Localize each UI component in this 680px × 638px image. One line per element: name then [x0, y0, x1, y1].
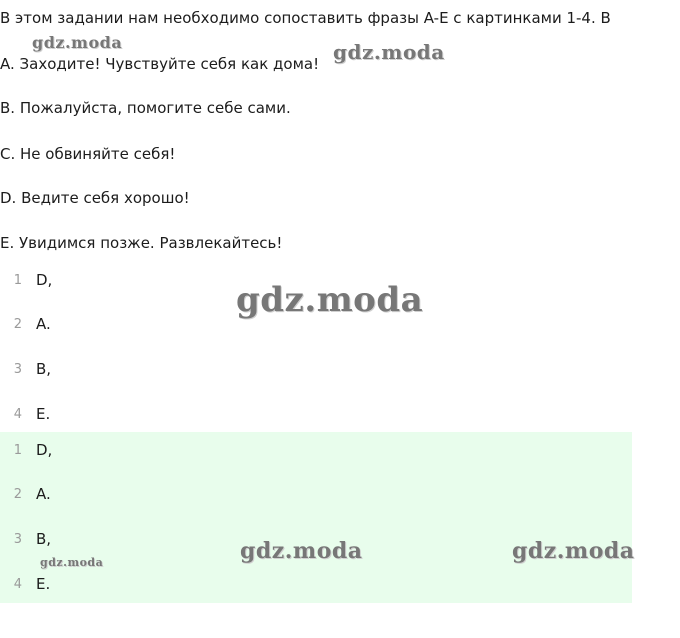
answer-row [0, 268, 52, 292]
answer-row [0, 357, 51, 381]
answer-row [0, 402, 50, 426]
answer-row [0, 482, 51, 506]
answer-value: D, [36, 441, 53, 459]
answer-row [0, 527, 51, 551]
watermark: gdz.moda [40, 556, 104, 569]
answer-value: B, [36, 360, 52, 378]
phrase-b: B. Пожалуйста, помогите себе сами. [0, 99, 291, 117]
answer-value: D, [36, 271, 53, 289]
answer-value: B, [36, 530, 52, 548]
phrase-c: C. Не обвиняйте себя! [0, 145, 176, 163]
line-number: 1 [13, 272, 22, 288]
answer-value: E. [36, 405, 51, 423]
answer-row [0, 312, 51, 336]
phrase-d: D. Ведите себя хорошо! [0, 189, 190, 207]
phrase-e: E. Увидимся позже. Развлекайтесь! [0, 234, 283, 252]
watermark: gdz.moda [32, 33, 123, 52]
line-number: 3 [13, 361, 22, 377]
line-number: 4 [13, 576, 22, 592]
line-number: 1 [13, 442, 22, 458]
answer-value: E. [36, 575, 51, 593]
answer-row [0, 438, 52, 462]
phrase-a: A. Заходите! Чувствуйте себя как дома! [0, 55, 320, 73]
line-number: 2 [13, 316, 22, 332]
watermark: gdz.moda [512, 538, 635, 564]
watermark: gdz.moda [236, 280, 424, 320]
watermark: gdz.moda [333, 40, 445, 64]
answer-value: A. [36, 315, 51, 333]
line-number: 2 [13, 486, 22, 502]
answer-row [0, 572, 50, 596]
answer-value: A. [36, 485, 51, 503]
line-number: 3 [13, 531, 22, 547]
intro-text: В этом задании нам необходимо сопоставить фразы A-E с картинками 1-4. В [0, 9, 611, 27]
line-number: 4 [13, 406, 22, 422]
watermark: gdz.moda [240, 538, 363, 564]
answer-list-highlighted [0, 432, 632, 603]
